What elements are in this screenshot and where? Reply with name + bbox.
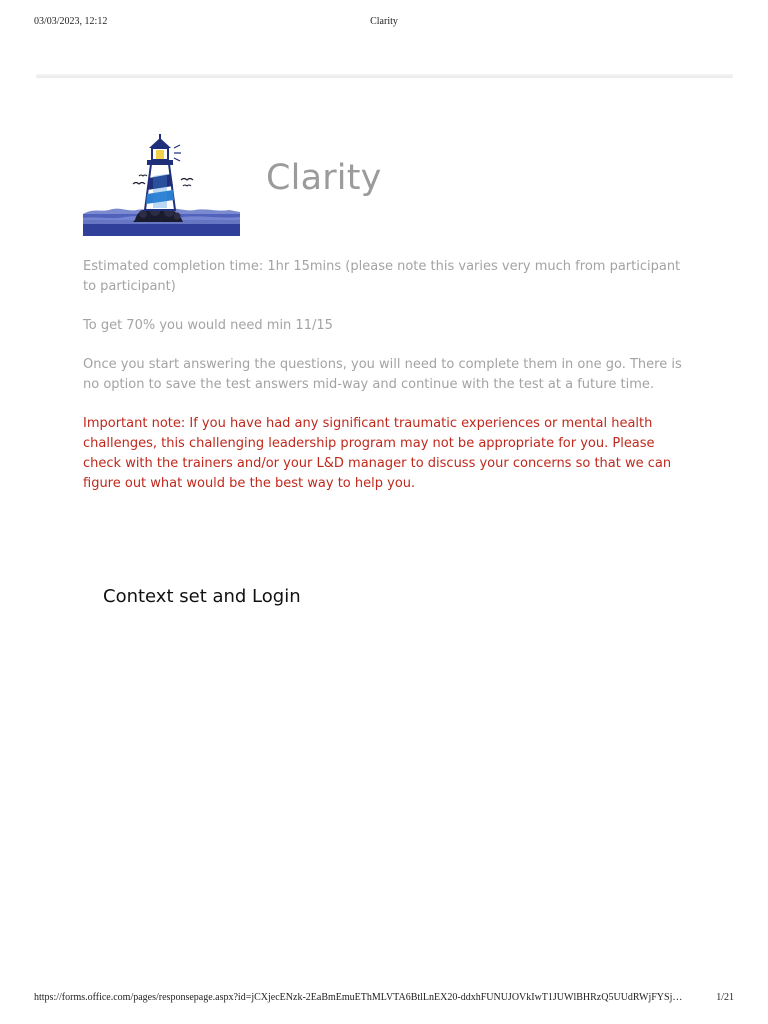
important-note-text: Important note: If you have had any significant traumatic experiences or mental health challenges, this challenging leadership program may not be appropriate for you. Please check with the trainers and/or your L&D manager to discuss your concerns so that we can figure out what would be the best way to help you. [83, 416, 672, 491]
form-top-divider [36, 74, 733, 78]
form-title: Clarity [266, 158, 382, 198]
section-title: Context set and Login [103, 586, 301, 607]
print-footer [0, 992, 768, 1008]
lighthouse-logo-icon [83, 128, 240, 236]
print-datetime: 03/03/2023, 12:12 [34, 16, 108, 27]
page-number: 1/21 [716, 992, 734, 1003]
print-header [0, 16, 768, 32]
print-page-title: Clarity [370, 16, 398, 27]
one-go-notice-text: Once you start answering the questions, you will need to complete them in one go. There is no option to save the test answers mid-way and continue with the test at a future time. [83, 357, 682, 392]
passing-score-text: To get 70% you would need min 11/15 [83, 318, 333, 333]
completion-time-text: Estimated completion time: 1hr 15mins (please note this varies very much from participant to participant) [83, 259, 681, 294]
print-url: https://forms.office.com/pages/responsepage.aspx?id=jCXjecENzk-2EaBmEmuEThMLVTA6BtlLnEX20-ddxhFUNUJOVkIwT1JUWlBHRzQ5UUdRWjFYSj… [34, 992, 683, 1003]
